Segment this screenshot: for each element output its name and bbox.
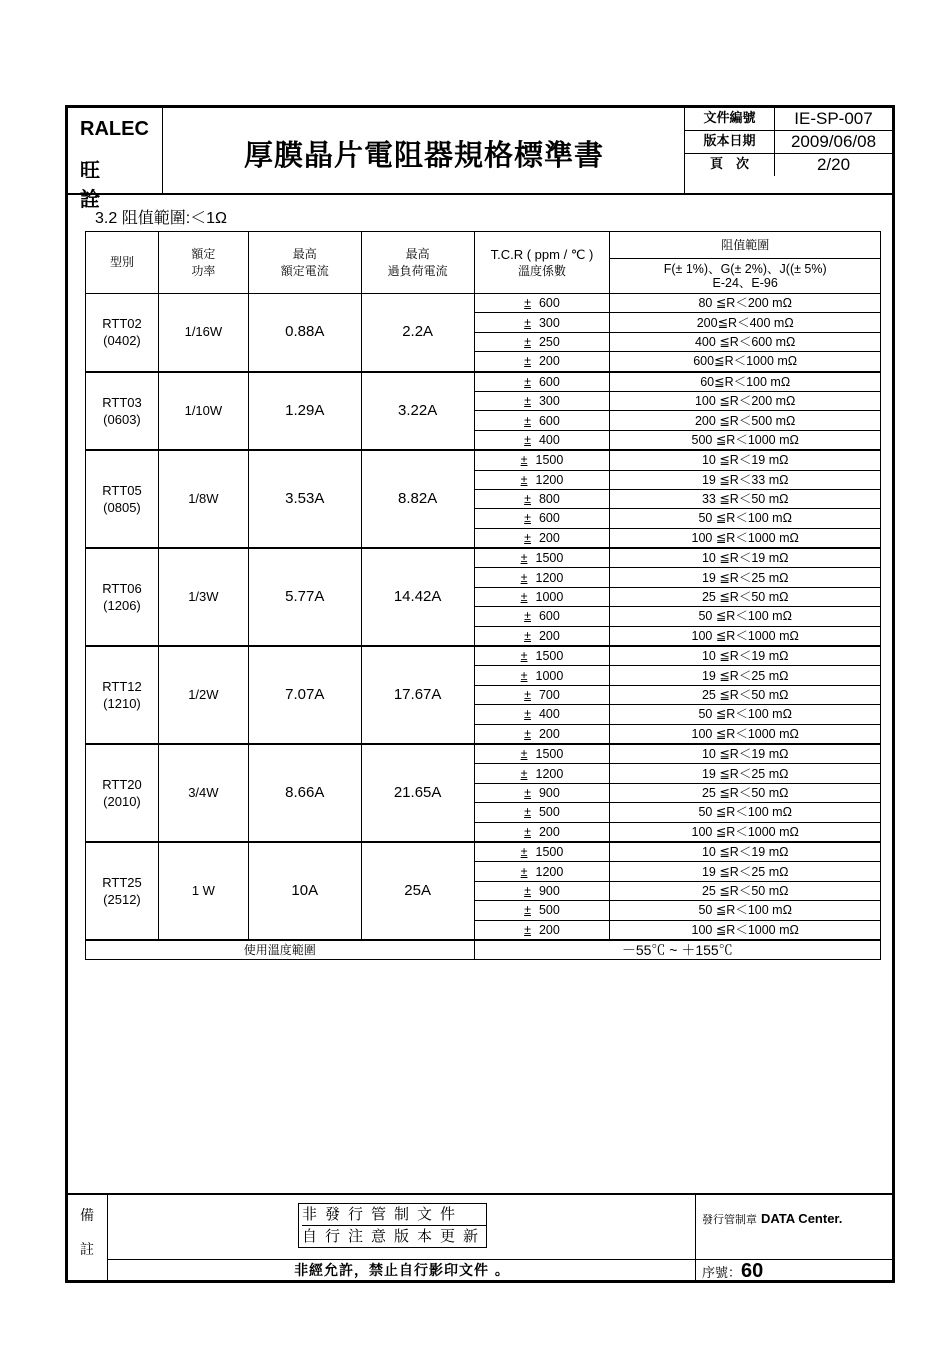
tcr-cell — [474, 470, 610, 489]
tcr-cell — [474, 332, 610, 351]
tcr-cell — [474, 920, 610, 940]
rated-current-cell: 10A — [248, 842, 361, 940]
tcr-value: 900 — [538, 785, 560, 800]
plus-minus-symbol: ± — [520, 668, 528, 683]
plus-minus-symbol: ± — [520, 766, 528, 781]
tcr-cell — [474, 430, 610, 450]
tcr-cell — [474, 352, 610, 372]
control-value: DATA Center. — [761, 1211, 843, 1226]
overload-current-cell: 3.22A — [361, 372, 474, 451]
tcr-cell — [474, 705, 610, 724]
meta-doc-number — [685, 108, 892, 131]
header-power: 額定 功率 — [158, 232, 248, 294]
tcr-value: 300 — [538, 394, 560, 409]
tcr-cell — [474, 666, 610, 685]
overload-current-cell: 8.82A — [361, 450, 474, 548]
range-cell: 19 ≦R＜25 mΩ — [610, 862, 881, 881]
header-tcr-unit: T.C.R ( ppm / ℃ ) — [490, 246, 594, 262]
header-rated-current: 最高 額定電流 — [248, 232, 361, 294]
power-cell: 1/10W — [158, 372, 248, 451]
plus-minus-symbol: ± — [524, 334, 531, 349]
tcr-value: 600 — [538, 296, 560, 311]
rated-current-cell: 8.66A — [248, 744, 361, 842]
tcr-cell — [474, 862, 610, 881]
tcr-cell — [474, 626, 610, 646]
table-row — [86, 548, 881, 568]
range-cell: 10 ≦R＜19 mΩ — [610, 842, 881, 862]
table-row — [86, 744, 881, 764]
plus-minus-symbol: ± — [524, 628, 531, 643]
tcr-cell — [474, 509, 610, 528]
range-cell: 19 ≦R＜33 mΩ — [610, 470, 881, 489]
plus-minus-symbol: ± — [520, 590, 528, 605]
tcr-cell — [474, 294, 610, 313]
tcr-value: 200 — [538, 628, 560, 643]
tcr-value: 600 — [538, 609, 560, 624]
overload-current-cell: 25A — [361, 842, 474, 940]
rated-current-cell: 5.77A — [248, 548, 361, 646]
overload-current-cell: 2.2A — [361, 294, 474, 372]
tcr-value: 600 — [538, 511, 560, 526]
tcr-value: 1200 — [535, 766, 564, 781]
tcr-value: 1500 — [535, 453, 564, 468]
tcr-value: 500 — [538, 805, 560, 820]
tcr-value: 400 — [538, 707, 560, 722]
range-cell: 25 ≦R＜50 mΩ — [610, 783, 881, 802]
model-cell: RTT06 (1206) — [86, 548, 159, 646]
range-cell: 100 ≦R＜1000 mΩ — [610, 822, 881, 842]
tcr-cell — [474, 842, 610, 862]
remark-column — [68, 1195, 108, 1282]
tcr-value: 1500 — [535, 649, 564, 664]
meta-value: 2009/06/08 — [790, 132, 877, 151]
tcr-value: 1200 — [535, 864, 564, 879]
range-cell: 400 ≦R＜600 mΩ — [610, 332, 881, 351]
tcr-value: 1500 — [535, 551, 564, 566]
plus-minus-symbol: ± — [520, 845, 528, 860]
tcr-cell — [474, 881, 610, 900]
stamp-line-1: 非發行管制文件 — [302, 1204, 486, 1226]
tcr-cell — [474, 568, 610, 587]
remark-content — [108, 1195, 696, 1282]
resistance-spec-table — [85, 231, 881, 960]
tcr-cell — [474, 548, 610, 568]
document-meta — [684, 108, 892, 193]
document-footer — [68, 1193, 892, 1282]
plus-minus-symbol: ± — [520, 472, 528, 487]
plus-minus-symbol: ± — [524, 688, 531, 702]
range-cell: 25 ≦R＜50 mΩ — [610, 587, 881, 606]
table-row — [86, 450, 881, 470]
tcr-cell — [474, 803, 610, 822]
plus-minus-symbol: ± — [524, 824, 531, 839]
plus-minus-symbol: ± — [524, 296, 531, 311]
tcr-value: 1200 — [535, 570, 564, 585]
operating-temp-label: 使用溫度範圍 — [86, 940, 475, 960]
range-cell: 10 ≦R＜19 mΩ — [610, 548, 881, 568]
plus-minus-symbol: ± — [524, 432, 531, 447]
document-header — [68, 108, 892, 211]
header-tcr-label: 溫度係數 — [517, 263, 566, 278]
tcr-value: 300 — [538, 315, 560, 330]
tcr-value: 600 — [538, 413, 560, 428]
range-cell: 19 ≦R＜25 mΩ — [610, 666, 881, 685]
range-cell: 500 ≦R＜1000 mΩ — [610, 430, 881, 450]
range-cell: 25 ≦R＜50 mΩ — [610, 685, 881, 704]
meta-label: 版本日期 — [685, 131, 775, 153]
tcr-value: 600 — [538, 374, 560, 389]
meta-label: 文件編號 — [685, 108, 775, 130]
tcr-cell — [474, 450, 610, 470]
range-cell: 50 ≦R＜100 mΩ — [610, 803, 881, 822]
document-title: 厚膜晶片電阻器規格標準書 — [243, 138, 604, 172]
plus-minus-symbol: ± — [520, 649, 528, 664]
tcr-value: 200 — [538, 726, 560, 741]
range-cell: 200 ≦R＜500 mΩ — [610, 411, 881, 430]
range-cell: 50 ≦R＜100 mΩ — [610, 509, 881, 528]
plus-minus-symbol: ± — [524, 511, 531, 526]
tcr-cell — [474, 685, 610, 704]
plus-minus-symbol: ± — [524, 394, 531, 409]
control-label: 發行管制章 — [702, 1213, 757, 1226]
rated-current-cell: 3.53A — [248, 450, 361, 548]
tcr-value: 400 — [538, 432, 560, 447]
range-cell: 100 ≦R＜1000 mΩ — [610, 920, 881, 940]
power-cell: 1/3W — [158, 548, 248, 646]
plus-minus-symbol: ± — [524, 805, 531, 820]
range-cell: 10 ≦R＜19 mΩ — [610, 450, 881, 470]
tcr-value: 1500 — [535, 747, 564, 762]
control-column — [696, 1195, 892, 1282]
uncontrolled-stamp — [298, 1203, 487, 1248]
company-name-en: RALEC — [80, 118, 149, 140]
plus-minus-symbol: ± — [520, 551, 528, 566]
range-cell: 33 ≦R＜50 mΩ — [610, 489, 881, 508]
header-range-tolerance: F(± 1%)、G(± 2%)、J((± 5%) E-24、E-96 — [610, 259, 881, 294]
rated-current-cell: 0.88A — [248, 294, 361, 372]
header-range: 阻值範圍 — [610, 232, 881, 259]
tcr-value: 200 — [538, 530, 560, 545]
model-cell: RTT02 (0402) — [86, 294, 159, 372]
plus-minus-symbol: ± — [524, 413, 531, 428]
plus-minus-symbol: ± — [524, 530, 531, 545]
tcr-cell — [474, 489, 610, 508]
tcr-value: 1200 — [535, 472, 564, 487]
tcr-value: 1500 — [535, 845, 564, 860]
range-cell: 19 ≦R＜25 mΩ — [610, 764, 881, 783]
tcr-cell — [474, 313, 610, 332]
meta-value: IE-SP-007 — [794, 109, 873, 128]
company-logo — [68, 108, 163, 211]
operating-temp-value: －55℃ ~ ＋155℃ — [474, 940, 880, 960]
plus-minus-symbol: ± — [524, 354, 531, 369]
header-overload-current: 最高 過負荷電流 — [361, 232, 474, 294]
serial-number — [696, 1259, 892, 1282]
range-cell: 50 ≦R＜100 mΩ — [610, 901, 881, 920]
table-row — [86, 372, 881, 392]
tcr-value: 500 — [538, 903, 560, 918]
model-cell: RTT05 (0805) — [86, 450, 159, 548]
plus-minus-symbol: ± — [524, 903, 531, 918]
tcr-cell — [474, 901, 610, 920]
header-tcr — [474, 232, 610, 294]
table-row — [86, 294, 881, 313]
plus-minus-symbol: ± — [524, 922, 531, 937]
range-cell: 10 ≦R＜19 mΩ — [610, 744, 881, 764]
tcr-value: 700 — [538, 688, 560, 702]
tcr-cell — [474, 528, 610, 548]
range-cell: 100 ≦R＜1000 mΩ — [610, 724, 881, 744]
section-title: 3.2 阻值範圍:＜1Ω — [95, 210, 227, 227]
spec-table-body — [86, 294, 881, 940]
tcr-value: 1000 — [535, 668, 564, 683]
plus-minus-symbol: ± — [524, 726, 531, 741]
model-cell: RTT25 (2512) — [86, 842, 159, 940]
plus-minus-symbol: ± — [524, 785, 531, 800]
range-cell: 80 ≦R＜200 mΩ — [610, 294, 881, 313]
range-cell: 10 ≦R＜19 mΩ — [610, 646, 881, 666]
range-cell: 200≦R＜400 mΩ — [610, 313, 881, 332]
range-cell: 100 ≦R＜1000 mΩ — [610, 528, 881, 548]
tcr-value: 800 — [538, 492, 560, 507]
range-cell: 100 ≦R＜200 mΩ — [610, 391, 881, 410]
power-cell: 1/16W — [158, 294, 248, 372]
model-cell: RTT12 (1210) — [86, 646, 159, 744]
tcr-cell — [474, 587, 610, 606]
model-cell: RTT03 (0603) — [86, 372, 159, 451]
serial-value: 60 — [741, 1260, 764, 1282]
tcr-cell — [474, 764, 610, 783]
power-cell: 3/4W — [158, 744, 248, 842]
tcr-cell — [474, 411, 610, 430]
tcr-cell — [474, 822, 610, 842]
power-cell: 1/8W — [158, 450, 248, 548]
plus-minus-symbol: ± — [520, 864, 528, 879]
meta-page — [685, 154, 892, 177]
range-cell: 100 ≦R＜1000 mΩ — [610, 626, 881, 646]
overload-current-cell: 14.42A — [361, 548, 474, 646]
plus-minus-symbol: ± — [524, 707, 531, 722]
overload-current-cell: 17.67A — [361, 646, 474, 744]
range-cell: 25 ≦R＜50 mΩ — [610, 881, 881, 900]
copy-notice: 非經允許，禁止自行影印文件 。 — [108, 1259, 696, 1282]
serial-label: 序號： — [702, 1266, 742, 1281]
plus-minus-symbol: ± — [524, 374, 531, 389]
plus-minus-symbol: ± — [520, 570, 528, 585]
tcr-cell — [474, 607, 610, 626]
plus-minus-symbol: ± — [524, 883, 531, 898]
control-stamp — [702, 1211, 842, 1227]
tcr-value: 900 — [538, 883, 560, 898]
plus-minus-symbol: ± — [520, 453, 528, 468]
header-model: 型別 — [86, 232, 159, 294]
remark-char-1: 備 — [80, 1208, 94, 1224]
tcr-cell — [474, 744, 610, 764]
tcr-cell — [474, 783, 610, 802]
tcr-cell — [474, 372, 610, 392]
tcr-cell — [474, 391, 610, 410]
tcr-cell — [474, 646, 610, 666]
plus-minus-symbol: ± — [524, 609, 531, 624]
power-cell: 1 W — [158, 842, 248, 940]
plus-minus-symbol: ± — [524, 315, 531, 330]
meta-value: 2/20 — [816, 155, 851, 174]
range-cell: 50 ≦R＜100 mΩ — [610, 705, 881, 724]
tcr-value: 200 — [538, 824, 560, 839]
meta-version-date — [685, 131, 892, 154]
stamp-line-2: 自行注意版本更新 — [302, 1227, 487, 1245]
rated-current-cell: 7.07A — [248, 646, 361, 744]
tcr-cell — [474, 724, 610, 744]
range-cell: 50 ≦R＜100 mΩ — [610, 607, 881, 626]
power-cell: 1/2W — [158, 646, 248, 744]
tcr-value: 200 — [538, 922, 560, 937]
range-cell: 60≦R＜100 mΩ — [610, 372, 881, 392]
document-frame — [65, 105, 895, 1283]
plus-minus-symbol: ± — [524, 492, 531, 507]
overload-current-cell: 21.65A — [361, 744, 474, 842]
table-row — [86, 646, 881, 666]
range-cell: 600≦R＜1000 mΩ — [610, 352, 881, 372]
plus-minus-symbol: ± — [520, 747, 528, 762]
remark-char-2: 註 — [80, 1242, 94, 1258]
range-cell: 19 ≦R＜25 mΩ — [610, 568, 881, 587]
tcr-value: 200 — [538, 354, 560, 369]
table-row — [86, 842, 881, 862]
model-cell: RTT20 (2010) — [86, 744, 159, 842]
meta-label: 頁 次 — [685, 154, 775, 176]
company-name-zh: 旺 詮 — [80, 158, 112, 211]
tcr-value: 1000 — [535, 590, 564, 605]
rated-current-cell: 1.29A — [248, 372, 361, 451]
tcr-value: 250 — [538, 334, 560, 349]
